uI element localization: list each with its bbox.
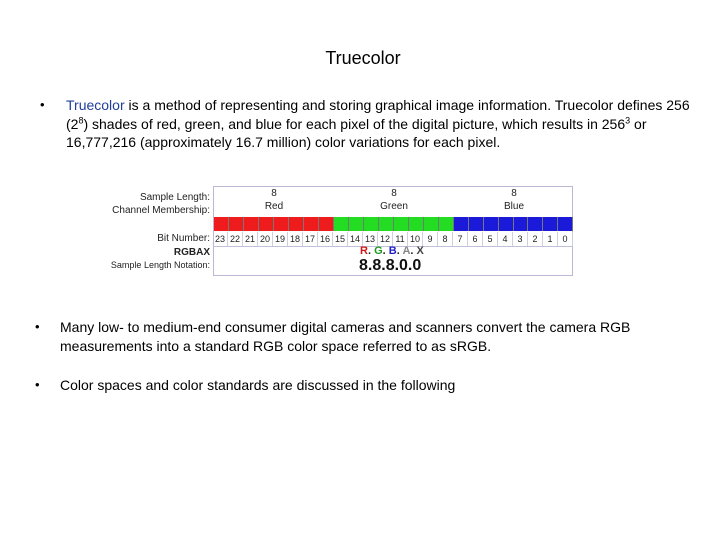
channel-bit-cell [289,217,304,231]
channel-bit-cell [259,217,274,231]
format-letter-x: X [416,245,424,257]
channel-bit-cell [214,217,229,231]
bit-number-8: 8 [438,232,453,246]
channel-bit-cell [484,217,499,231]
bullet-marker: • [35,377,40,392]
bit-number-14: 14 [348,232,363,246]
label-channel-membership: Channel Membership: [112,205,210,216]
bit-number-4: 4 [498,232,513,246]
channel-bit-cell [274,217,289,231]
bullet-text-part-3: or 16,777,216 (approximately 16.7 million) color variations for each pixel. [66,115,647,150]
channel-bit-cell [349,217,364,231]
bullet-text: Many low- to medium-end consumer digital cameras and scanners convert the camera RGB measurements into a standard RGB color space referred to as sRGB. [60,319,631,354]
bit-number-20: 20 [258,232,273,246]
bit-number-7: 7 [453,232,468,246]
channel-red-bits [214,217,334,231]
sample-length-notation: 8.8.8.0.0 [359,257,422,274]
bit-number-2: 2 [528,232,543,246]
term-truecolor: Truecolor [66,97,125,113]
channel-blue-name: Blue [503,201,524,212]
slide-title: Truecolor [325,48,401,68]
bit-number-3: 3 [513,232,528,246]
bit-number-15: 15 [333,232,348,246]
bit-number-19: 19 [273,232,288,246]
channel-bit-cell [499,217,514,231]
channel-bit-cell [424,217,439,231]
bit-number-10: 10 [408,232,423,246]
channel-bit-cell [379,217,394,231]
channel-bit-cell [319,217,334,231]
bit-number-13: 13 [363,232,378,246]
channel-red-header [214,187,334,217]
channel-green-header [334,187,454,217]
bit-number-18: 18 [288,232,303,246]
channel-green-name: Green [380,201,408,212]
channel-bit-cell [394,217,409,231]
format-letter-g: G [374,245,383,257]
format-letters [360,245,424,257]
channel-bit-cell [454,217,469,231]
label-rgbax: RGBAX [173,247,210,258]
superscript-8: 8 [78,114,84,125]
channel-red-length: 8 [271,188,277,199]
channel-red-name: Red [264,201,284,212]
bit-number-21: 21 [243,232,258,246]
channel-bit-cell [514,217,529,231]
bit-number-row [213,232,573,246]
channel-bit-cell [558,217,573,231]
format-letter-r: R [360,245,368,257]
channel-bit-cell [244,217,259,231]
bullet-text [66,96,706,152]
channel-bit-cell [334,217,349,231]
bit-number-22: 22 [228,232,243,246]
format-separator: . [382,245,389,257]
rgb-bit-layout-diagram [96,186,580,278]
bit-number-9: 9 [423,232,438,246]
channel-blue-header [454,187,574,217]
bit-number-12: 12 [378,232,393,246]
bullet-text: Color spaces and color standards are discussed in the following [60,377,456,393]
channel-bit-cell [469,217,484,231]
bit-number-0: 0 [558,232,573,246]
channel-bit-cell [364,217,379,231]
bit-number-16: 16 [318,232,333,246]
bit-number-1: 1 [543,232,558,246]
channel-bit-cell [528,217,543,231]
format-separator: . [396,245,403,257]
superscript-3: 3 [625,114,631,125]
channel-blue-bits [454,217,573,231]
channel-bit-cell [543,217,558,231]
bullet-marker: • [40,97,45,112]
bit-number-17: 17 [303,232,318,246]
label-sample-length: Sample Length: [139,192,210,203]
format-letter-a: A [402,245,411,257]
format-separator: . [410,245,417,257]
bullet-text-part-1: is a method of representing and storing graphical image information. Truecolor defines 256 (2 [66,97,690,132]
channel-bit-cell [304,217,319,231]
bullet-text-part-2: ) shades of red, green, and blue for each pixel of the digital picture, which results in 256 [83,115,626,132]
bit-number-23: 23 [213,232,228,246]
channel-blue-length: 8 [511,188,517,199]
bit-number-5: 5 [483,232,498,246]
format-separator: . [367,245,375,257]
bit-number-11: 11 [393,232,408,246]
format-letter-b: B [388,245,397,257]
channel-green-bits [334,217,454,231]
bit-number-6: 6 [468,232,483,246]
label-bit-number: Bit Number: [157,233,210,244]
bullet-marker: • [35,319,40,334]
channel-bit-cell [439,217,454,231]
channel-bit-cell [409,217,424,231]
label-sample-length-notation: Sample Length Notation: [110,260,210,270]
channel-bit-cell [229,217,244,231]
channel-green-length: 8 [391,188,397,199]
